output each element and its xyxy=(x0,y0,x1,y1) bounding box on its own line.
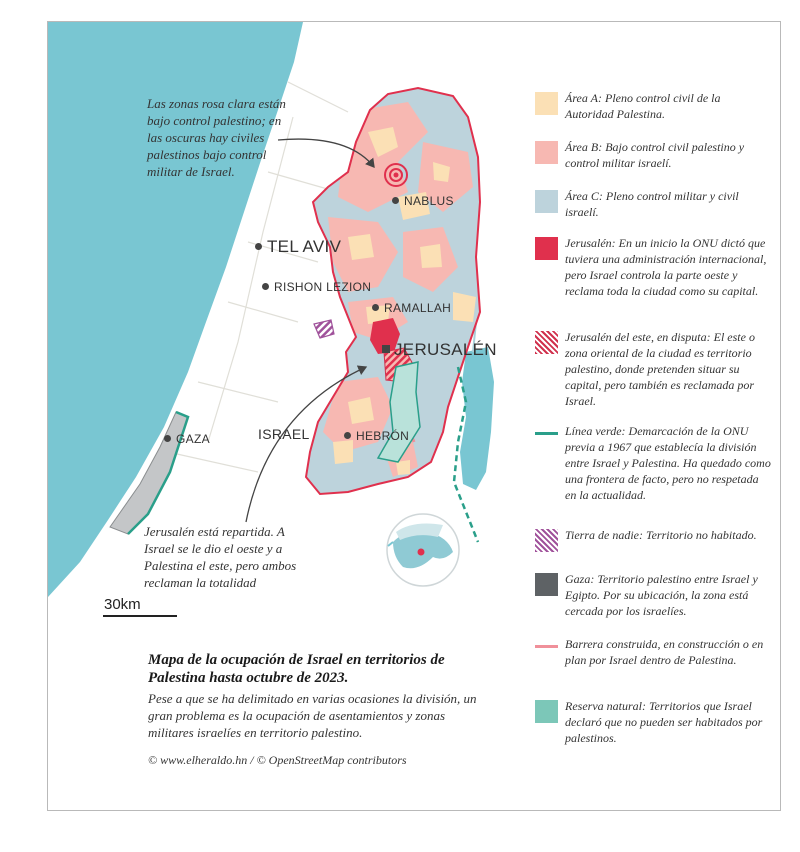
legend-swatch-area-b xyxy=(535,141,558,164)
legend-swatch-gaza xyxy=(535,573,558,596)
dead-sea xyxy=(460,347,494,490)
caption-title: Mapa de la ocupación de Israel en territorios de Palestina hasta octubre de 2023. xyxy=(148,652,445,686)
city-ramallah xyxy=(372,301,451,315)
city-dot xyxy=(344,432,351,439)
legend-text-area-b: Área B: Bajo control civil palestino y control militar israelí. xyxy=(565,140,745,170)
legend-swatch-jerusalem xyxy=(535,237,558,260)
city-gaza xyxy=(164,432,210,446)
city-jerusalen-label: JERUSALÉN xyxy=(394,340,497,359)
label-israel-text: ISRAEL xyxy=(258,426,310,442)
city-tel-aviv-label: TEL AVIV xyxy=(267,237,342,256)
scale-bar xyxy=(103,615,177,617)
city-jerusalen xyxy=(394,340,497,360)
city-tel-aviv xyxy=(255,237,341,257)
city-gaza-label: GAZA xyxy=(176,432,210,446)
jerusalem-marker xyxy=(382,345,390,353)
city-hebron-label: HEBRÓN xyxy=(356,429,410,443)
legend-text-barrier: Barrera construida, en construcción o en plan por Israel dentro de Palestina. xyxy=(565,637,764,667)
legend-text-gaza: Gaza: Territorio palestino entre Israel y Egipto. Por su ubicación, la zona está cercada por los israelíes. xyxy=(565,572,758,618)
legend-text-jerusalem: Jerusalén: En un inicio la ONU dictó que tuviera una administración internacional, pero Israel controla la parte oeste y reclama toda la ciudad como su capital. xyxy=(565,236,767,298)
caption-body: Pese a que se ha delimitado en varias ocasiones la división, un gran problema es la ocupación de asentamientos y zonas militares israelíes en territorio palestino. xyxy=(148,691,477,740)
city-rishon-label: RISHON LEZION xyxy=(274,280,372,294)
legend-swatch-no-mans-land xyxy=(535,529,558,552)
city-dot xyxy=(255,243,262,250)
credits: © www.elheraldo.hn / © OpenStreetMap contributors xyxy=(148,753,407,767)
city-dot xyxy=(164,435,171,442)
no-mans-land-area xyxy=(314,320,334,338)
legend-text-east-jerusalem: Jerusalén del este, en disputa: El este o zona oriental de la ciudad es territorio palestino, donde pretenden situar su capital, pero también es reclamada por Israel. xyxy=(565,330,755,408)
city-hebron xyxy=(344,429,409,443)
scale-label: 30km xyxy=(104,596,141,613)
legend-swatch-nature-reserve xyxy=(535,700,558,723)
label-israel xyxy=(258,426,310,442)
legend-swatch-area-a xyxy=(535,92,558,115)
legend-swatch-green-line xyxy=(535,432,558,435)
city-dot xyxy=(372,304,379,311)
legend-text-no-mans-land: Tierra de nadie: Territorio no habitado. xyxy=(565,528,757,542)
city-nablus xyxy=(392,194,454,208)
legend-swatch-east-jerusalem xyxy=(535,331,558,354)
legend-text-nature-reserve: Reserva natural: Territorios que Israel declaró que no pueden ser habitados por palestinos. xyxy=(565,699,763,745)
legend-swatch-barrier xyxy=(535,645,558,648)
annotation-top: Las zonas rosa clara están bajo control palestino; en las oscuras hay civiles palestinos bajo control militar de Israel. xyxy=(147,96,286,179)
legend-text-green-line: Línea verde: Demarcación de la ONU previa a 1967 que establecía la división entre Israel y Palestina. Ha quedado como una frontera de facto, pero no respetada en la actualidad. xyxy=(565,424,771,502)
legend-text-area-c: Área C: Pleno control militar y civil israelí. xyxy=(565,189,739,219)
map-infographic xyxy=(47,21,781,811)
city-rishon-lezion xyxy=(262,280,371,294)
city-nablus-label: NABLUS xyxy=(404,194,454,208)
city-ramallah-label: RAMALLAH xyxy=(384,301,452,315)
inset-globe xyxy=(387,514,459,586)
annotation-bottom: Jerusalén está repartida. A Israel se le dio el oeste y a Palestina el este, pero ambos reclaman la totalidad xyxy=(144,524,297,590)
city-dot xyxy=(392,197,399,204)
legend-text-area-a: Área A: Pleno control civil de la Autoridad Palestina. xyxy=(565,91,721,121)
legend-swatch-area-c xyxy=(535,190,558,213)
city-dot xyxy=(262,283,269,290)
